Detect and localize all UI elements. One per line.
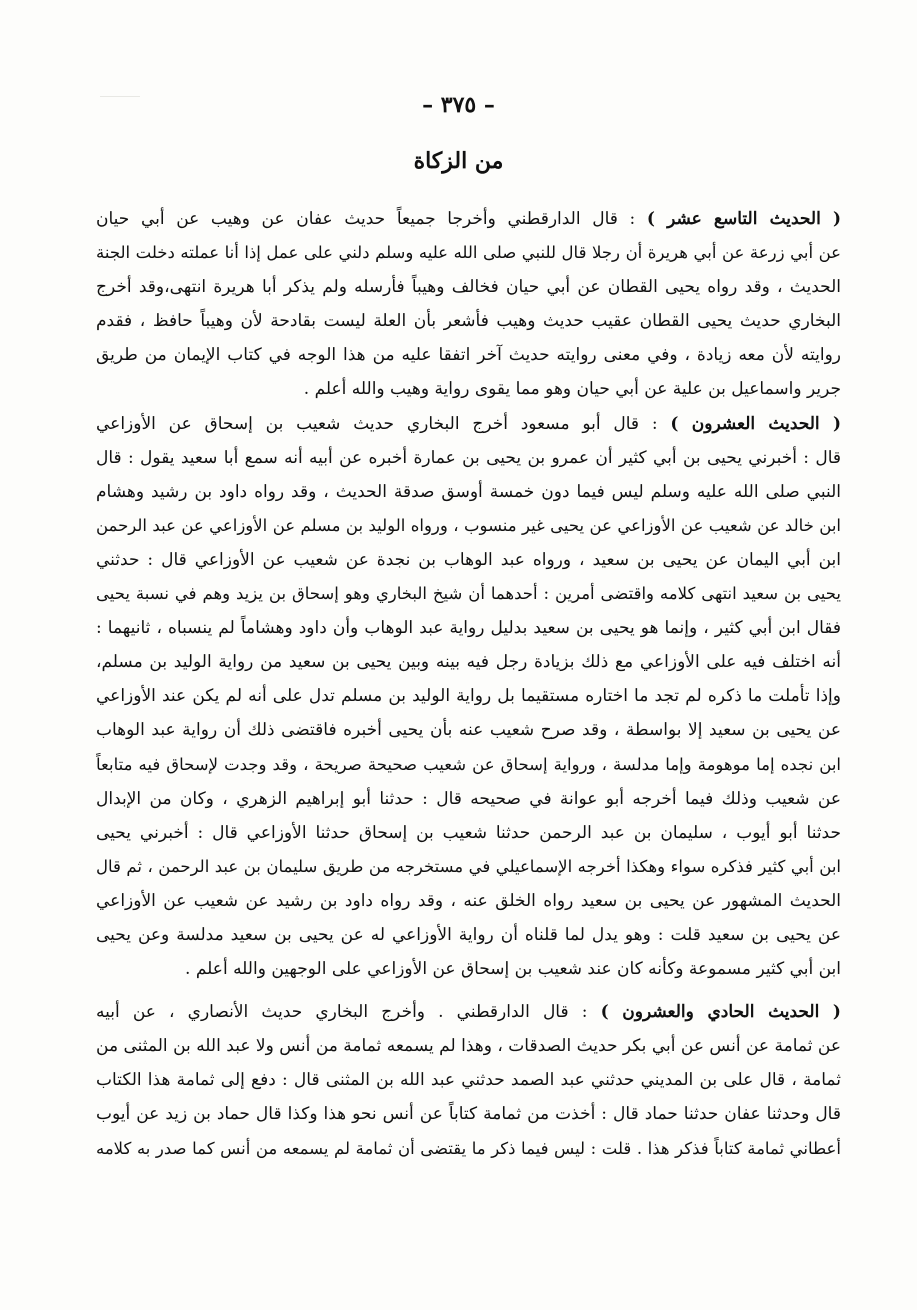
text-line: ابن أبي كثير فذكره سواء وهكذا أخرجه الإسماعيلي في مستخرجه من طريق سليمان بن عبد الرحمن ، ثم قال (96, 856, 841, 876)
line-text: : قال الدارقطني . وأخرج البخاري حديث الأنصاري ، عن أبيه (96, 1002, 601, 1023)
text-line: حدثنا أبو أيوب ، سليمان بن عبد الرحمن حدثنا شعيب بن إسحاق حدثنا الأوزاعي قال : أخبرني يحيى (96, 822, 841, 843)
text-line: فقال ابن أبي كثير ، وإنما هو يحيى بن سعيد بدليل رواية عبد الوهاب وأن داود وهشاماً لم ينسباه ، ثانيهما : (96, 618, 841, 639)
paragraph-gap (96, 986, 841, 995)
text-line: قال : أخبرني يحيى بن أبي كثير أن عمرو بن يحيى بن عمارة أخبره عن أبيه أنه سمع أبا سعيد يقول : قال (96, 447, 841, 468)
line-text: : قال الدارقطني وأخرجا جميعاً حديث عفان عن وهيب عن أبي حيان (96, 209, 647, 229)
text-line: الحديث ، وقد رواه يحيى القطان عن أبي حيان فخالف وهيباً فأرسله ولم يذكر أبا هريرة انتهى،وقد أخرج (96, 277, 841, 298)
text-line: أنه اختلف فيه على الأوزاعي مع ذلك بزيادة رجل فيه بينه وبين يحيى بن سعيد من رواية الوليد بن مسلم، (96, 652, 841, 673)
paragraph-hadith-19 (96, 202, 841, 407)
text-line: عن يحيى بن سعيد إلا بواسطة ، وقد صرح شعيب عنه بأن يحيى أخبره فاقتضى ذلك أن رواية عبد الوهاب (96, 720, 841, 741)
text-line: جرير واسماعيل بن علية عن أبي حيان وهو مما يقوى رواية وهيب والله أعلم . (303, 379, 841, 400)
text-line: وإذا تأملت ما ذكره لم تجد ما اختاره مستقيما بل رواية الوليد بن مسلم تدل على أنه لم يكن عند الأوزاعي (96, 686, 841, 707)
text-line (96, 202, 841, 236)
hadith-heading: ( الحديث العشرون ) (670, 413, 841, 434)
text-line (96, 407, 841, 441)
paragraph-hadith-21 (96, 995, 841, 1165)
text-line: روايته لأن معه زيادة ، وفي معنى روايته حديث آخر اتفقا عليه من هذا الوجه في كتاب الإيمان من طريق (96, 345, 841, 366)
text-line: ابن أبي كثير مسموعة وكأنه كان عند شعيب بن إسحاق عن الأوزاعي على الوجهين والله أعلم . (185, 959, 841, 980)
text-line: عن أبي زرعة عن أبي هريرة أن رجلا قال للنبي صلى الله عليه وسلم دلني على عمل إذا أنا عملته دخلت الجنة (96, 243, 841, 263)
line-text: : قال أبو مسعود أخرج البخاري حديث شعيب بن إسحاق عن الأوزاعي (96, 413, 671, 434)
text-line: ابن خالد عن شعيب عن الأوزاعي عن يحيى غير منسوب ، ورواه الوليد بن مسلم عن الأوزاعي عن عبد الرحمن (96, 515, 841, 535)
section-title: من الزكاة (413, 148, 504, 174)
text-line: يحيى بن سعيد انتهى كلامه واقتضى أمرين : أحدهما أن شيخ البخاري وهو إسحاق بن يزيد وهم في نسبة يحيى (96, 584, 841, 604)
hadith-heading: ( الحديث التاسع عشر ) (646, 209, 841, 229)
text-line: ابن نجده إما موهومة وإما مدلسة ، ورواية إسحاق عن شعيب صحيحة صريحة ، وقد وجدت لإسحاق فيه متابعاً (96, 754, 841, 774)
text-line: البخاري حديث يحيى القطان عقيب حديث وهيب فأشعر بأن العلة ليست بقادحة لأن وهيباً حافظ ، فقدم (96, 311, 841, 332)
text-line: عن شعيب وذلك فيما أخرجه أبو عوانة في صحيحه قال : حدثنا أبو إبراهيم الزهري ، وكان من الإبدال (96, 788, 841, 809)
text-line: ثمامة ، قال على بن المديني حدثني عبد الصمد حدثني عبد الله بن المثنى قال : دفع إلى ثمامة هذا الكتاب (96, 1070, 841, 1091)
text-line: قال وحدثنا عفان حدثنا حماد قال : أخذت من ثمامة كتاباً عن أنس نحو هذا وكذا قال حماد بن زيد عن أيوب (96, 1104, 841, 1125)
paragraph-hadith-20 (96, 407, 841, 987)
text-line (96, 995, 841, 1029)
hadith-heading: ( الحديث الحادي والعشرون ) (600, 1002, 841, 1023)
text-line: عن يحيى بن سعيد قلت : وهو يدل لما قلناه أن رواية الأوزاعي له عن يحيى بن سعيد مدلسة وعن يحيى (96, 924, 841, 945)
page-number: – ٣٧٥ – (422, 92, 495, 118)
text-line: أعطاني ثمامة كتاباً فذكر هذا . قلت : ليس فيما ذكر ما يقتضى أن ثمامة لم يسمعه من أنس كما صدر به كلامه (96, 1138, 841, 1158)
document-body (96, 202, 841, 1166)
text-line: ابن أبي اليمان عن يحيى بن سعيد ، ورواه عبد الوهاب بن نجدة عن شعيب عن الأوزاعي قال : حدثني (96, 549, 841, 570)
text-line: النبي صلى الله عليه وسلم ليس فيما دون خمسة أوسق صدقة الحديث ، وقد رواه داود بن رشيد وهشام (96, 481, 841, 502)
text-line: الحديث المشهور عن يحيى بن سعيد رواه الخلق عنه ، وقد رواه داود بن رشيد عن شعيب عن الأوزاعي (96, 890, 841, 911)
text-line: عن ثمامة عن أنس عن أبي بكر حديث الصدقات ، وهذا لم يسمعه ثمامة من أنس ولا عبد الله بن المثنى من (96, 1036, 841, 1057)
